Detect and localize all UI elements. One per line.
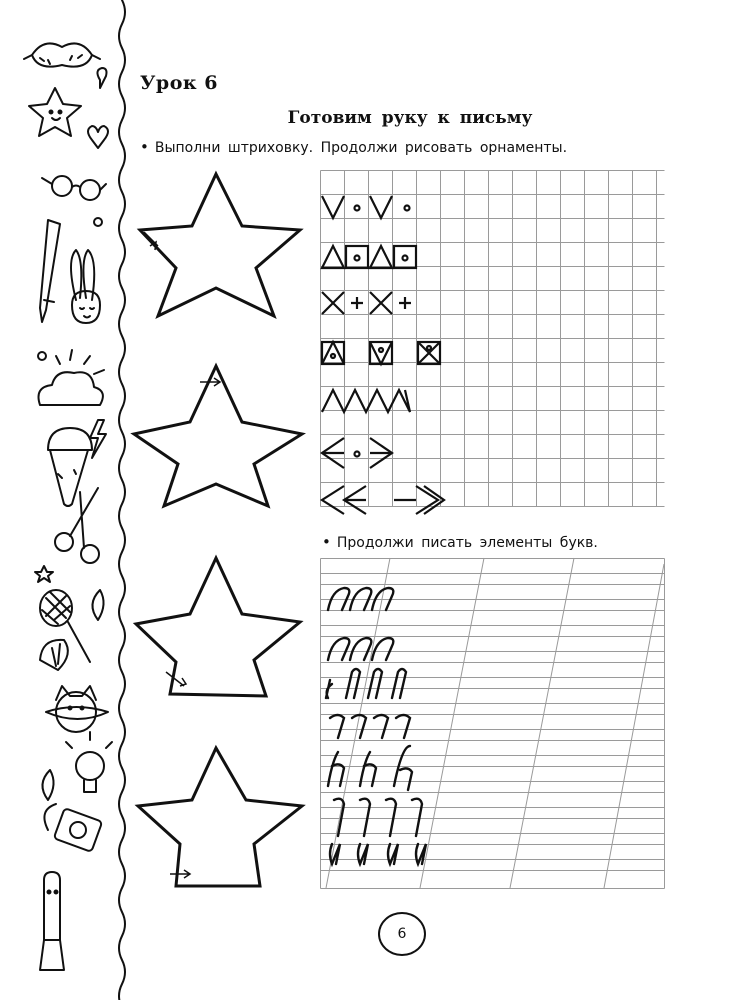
ornament-grid	[320, 170, 666, 516]
heart-icon	[88, 68, 108, 148]
star-1	[140, 174, 300, 316]
section-title: Готовим руку к письму	[287, 108, 533, 128]
tennis-racket-icon	[40, 590, 90, 662]
cloud-sun-icon	[38, 350, 104, 405]
ornament-row-x-plus	[322, 292, 411, 314]
letter-row-7	[330, 844, 426, 864]
lightning-icon	[90, 420, 106, 458]
ornament-row-double-arrows	[322, 486, 444, 514]
cat-planet-icon	[46, 686, 108, 732]
camera-icon	[44, 804, 102, 852]
handwriting-lines	[320, 558, 666, 892]
grid-lines	[321, 171, 665, 507]
shell-icon	[40, 640, 68, 670]
hatching-stars	[130, 160, 310, 920]
light-bulb-icon	[66, 732, 112, 792]
bunny-icon	[71, 250, 100, 323]
ornament-row-diamond-arrows	[322, 438, 392, 468]
ice-cream-icon	[48, 428, 92, 506]
instruction-hatching	[140, 138, 567, 156]
bullet-icon: •	[140, 138, 149, 156]
glasses-icon	[42, 176, 106, 200]
ornament-row-triangle-square	[322, 246, 416, 268]
star-face-icon	[29, 88, 81, 136]
letter-row-2	[328, 638, 393, 660]
letter-row-4	[330, 715, 410, 738]
star-4	[138, 748, 302, 886]
letter-row-6	[334, 799, 422, 836]
page-number: 6	[378, 912, 426, 956]
scissors-icon	[55, 488, 99, 563]
instruction-letters-text: Продолжи писать элементы букв.	[336, 535, 598, 551]
instruction-hatching-text: Выполни штриховку. Продолжи рисовать орнаменты.	[154, 140, 568, 156]
letter-row-5	[328, 746, 412, 790]
sleep-mask-icon	[24, 43, 100, 66]
instruction-letters	[322, 533, 598, 551]
ornament-row-v-dot	[322, 196, 410, 218]
paintbrush-icon	[40, 872, 64, 970]
doodle-strip	[0, 0, 130, 1000]
star-2	[134, 366, 302, 506]
ornament-row-zigzag	[322, 390, 410, 412]
small-star-icon	[35, 566, 53, 582]
bullet-icon: •	[322, 533, 331, 551]
wavy-border	[119, 0, 125, 1000]
star-3	[136, 558, 300, 696]
ornament-row-box-triangle	[322, 342, 440, 364]
lesson-title: Урок 6	[140, 72, 218, 94]
